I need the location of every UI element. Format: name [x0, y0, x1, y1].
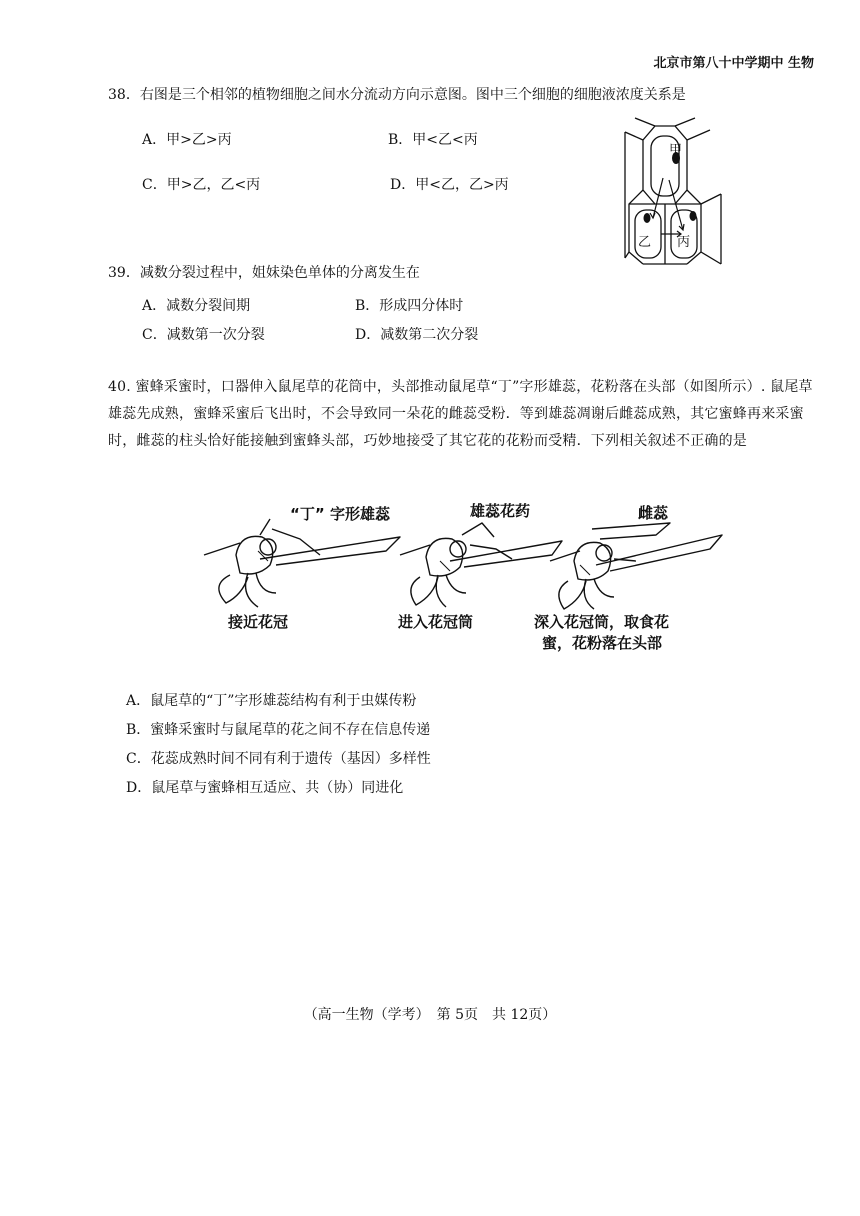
question-39-stem: 39．减数分裂过程中，姐妹染色单体的分离发生在 [108, 265, 420, 281]
q38-option-c: C．甲>乙，乙<丙 [142, 177, 261, 193]
fig-label-deep-line1: 深入花冠筒，取食花 [534, 613, 670, 631]
q39-option-a: A．减数分裂间期 [142, 298, 251, 314]
q38-option-b: B．甲<乙<丙 [388, 132, 478, 148]
q40-option-d: D．鼠尾草与蜜蜂相互适应、共（协）同进化 [126, 780, 404, 796]
fig-label-t-stamen: “丁” 字形雄蕊 [290, 505, 390, 523]
fig-label-pistil: 雌蕊 [638, 504, 669, 522]
q40-option-c: C．花蕊成熟时间不同有利于遗传（基因）多样性 [126, 751, 431, 767]
fig-label-deep-line2: 蜜，花粉落在头部 [542, 634, 663, 652]
fig-label-enter: 进入花冠筒 [398, 613, 474, 631]
fig-label-anther: 雄蕊花药 [470, 502, 531, 520]
q40-option-a: A．鼠尾草的“丁”字形雄蕊结构有利于虫媒传粉 [126, 693, 417, 709]
page-header: 北京市第八十中学期中 生物 [653, 56, 814, 71]
cell-label-bing: 丙 [677, 235, 691, 250]
plant-cells-diagram [625, 118, 725, 268]
q39-option-c: C．减数第一次分裂 [142, 327, 265, 343]
q38-option-a: A．甲>乙>丙 [142, 132, 232, 148]
question-38-stem: 38．右图是三个相邻的植物细胞之间水分流动方向示意图。图中三个细胞的细胞液浓度关系是 [108, 87, 686, 103]
cell-label-yi: 乙 [638, 235, 652, 250]
q39-option-d: D．减数第二次分裂 [355, 327, 479, 343]
bee-pollination-figure [200, 515, 730, 610]
fig-label-approach: 接近花冠 [228, 613, 289, 631]
q40-option-b: B．蜜蜂采蜜时与鼠尾草的花之间不存在信息传递 [126, 722, 431, 738]
cell-label-jia: 甲 [669, 143, 683, 158]
question-40-stem: 40. 蜜蜂采蜜时，口器伸入鼠尾草的花筒中，头部推动鼠尾草“丁”字形雄蕊，花粉落在头部（如图所示）. 鼠尾草雄蕊先成熟，蜜蜂采蜜后飞出时，不会导致同一朵花的雌蕊受粉．等到雄蕊凋谢后雌蕊成熟，其它蜜蜂再来采蜜时，雌蕊的柱头恰好能接触到蜜蜂头部，巧妙地接受了其它花的花粉而受精．下列相关叙述不正确的是 [108, 379, 813, 449]
page-footer: （高一生物（学考） 第 5页 共 12页） [303, 1007, 557, 1023]
q38-option-d: D．甲<乙，乙>丙 [390, 177, 509, 193]
q39-option-b: B．形成四分体时 [355, 298, 464, 314]
